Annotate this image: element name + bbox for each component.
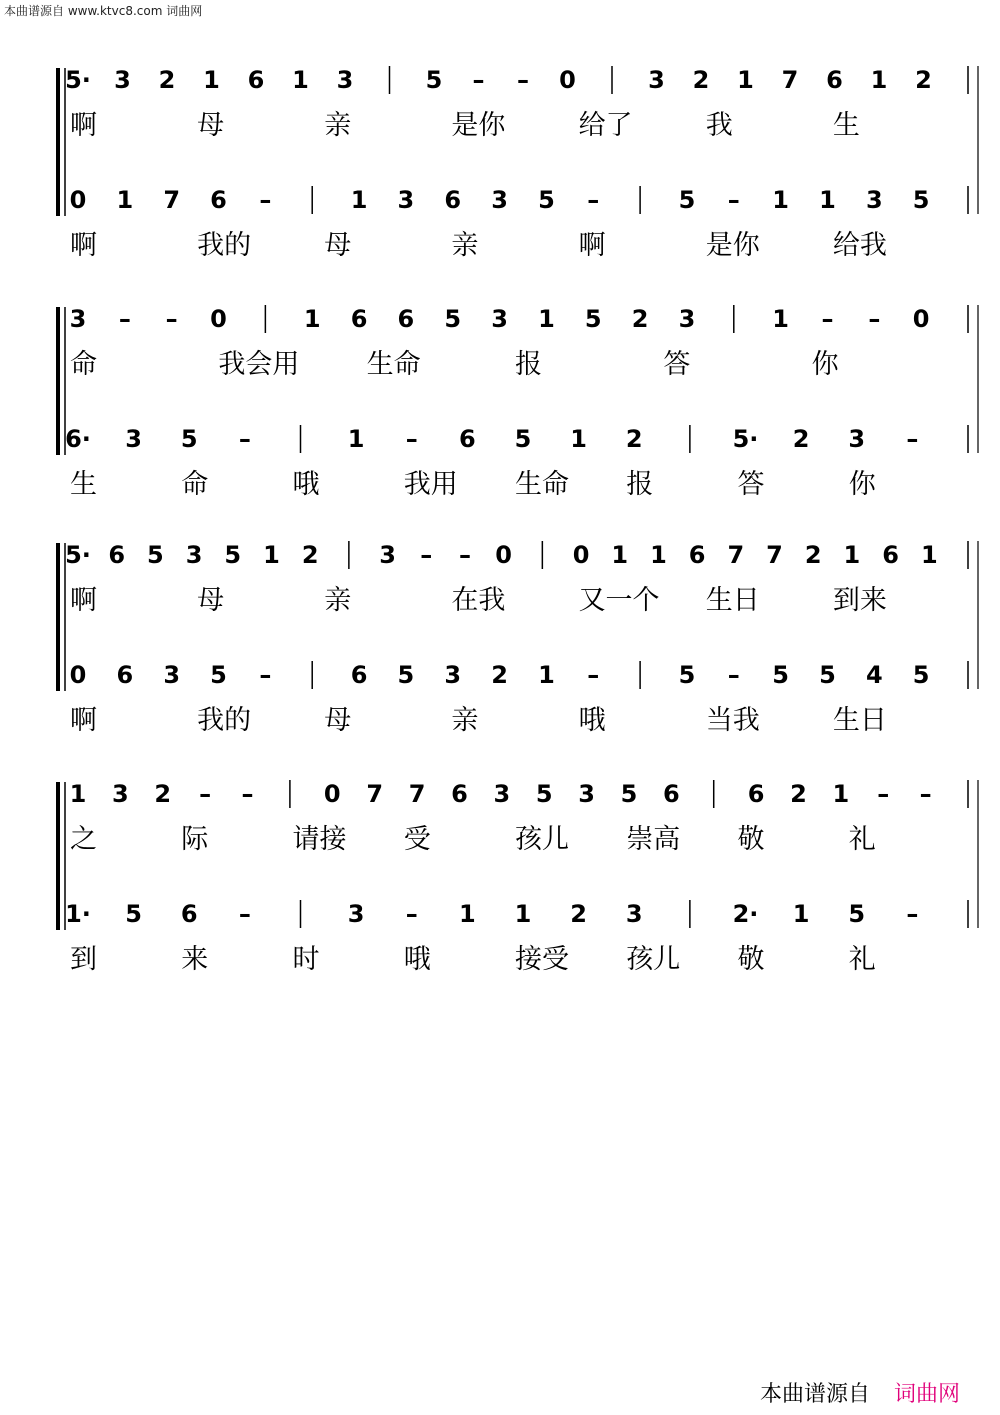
note: 1 [292,66,309,94]
note: 6 [826,66,843,94]
lyric: 到来 [832,585,887,616]
lyric: 是你 [705,230,760,261]
lyric: 时 [292,944,320,975]
note: 5 [538,186,555,214]
note: 3 [648,66,665,94]
lyric: 啊 [578,230,606,261]
note: 6 [688,541,706,569]
note: 3 [578,780,595,808]
note: 2 [790,780,807,808]
note: 3 [185,541,203,569]
note: 3 [379,541,396,569]
note: 1 [69,780,87,808]
note: 1 [538,661,555,689]
note: 6 [882,541,899,569]
note: 1 [263,541,280,569]
note: 6· [65,425,91,453]
note: 1 [538,305,555,333]
dash-hold: – [238,900,251,928]
lyric: 当我 [705,705,760,736]
dash-hold: – [727,186,740,214]
note: 2· [732,900,759,928]
lyric: 之 [70,824,97,855]
note: 1 [843,541,861,569]
lyric: 敬 [737,944,765,975]
lyric: 生 [70,469,97,500]
note: 2 [625,425,643,453]
note: 1 [650,541,667,569]
note: 1 [570,425,587,453]
dash-hold: – [458,541,471,569]
note: 6 [747,780,765,808]
note: 6 [247,66,265,94]
note: 1 [459,900,476,928]
lyric: 我的 [197,230,252,261]
dash-hold: – [587,661,600,689]
note: 0 [495,541,513,569]
note: 1 [303,305,321,333]
lyric: 报 [626,469,654,500]
note: 0 [572,541,590,569]
note: 1 [870,66,888,94]
dash-hold: – [727,661,740,689]
lyric: 生 [832,110,860,141]
note: 7 [766,541,783,569]
lyric: 啊 [70,110,97,141]
note: 3 [493,780,511,808]
lyric: 亲 [324,585,352,616]
note: 5 [397,661,415,689]
note: 2 [154,780,172,808]
lyric: 礼 [848,824,876,855]
note: 5 [147,541,164,569]
note: 3 [444,661,462,689]
note: 5· [732,425,759,453]
lyric: 给我 [832,230,887,261]
lyric: 哦 [403,944,431,975]
dash-hold: – [877,780,890,808]
dash-hold: – [868,305,881,333]
note: 6 [451,780,468,808]
note: 5 [180,425,198,453]
dash-hold: – [259,661,272,689]
note: 6 [350,661,368,689]
source-footer [760,1377,960,1408]
note: 5 [620,780,638,808]
lyric: 我会用 [218,349,300,380]
note: 2 [301,541,319,569]
note: 1 [611,541,629,569]
lyric: 我用 [403,469,458,500]
note: 3 [114,66,131,94]
note: 5 [210,661,227,689]
note: 5 [425,66,443,94]
dash-hold: – [919,780,932,808]
note: 3 [163,661,181,689]
note: 3 [848,425,866,453]
note: 5 [678,661,696,689]
lyric: 接受 [515,944,569,975]
note: 6 [116,661,134,689]
lyric: 母 [324,230,352,261]
note: 6 [397,305,415,333]
lyric: 是你 [451,110,506,141]
note: 3 [336,66,354,94]
note: 3 [69,305,87,333]
note: 6 [210,186,227,214]
footer-source-text: 本曲谱源自 [760,1382,871,1407]
note: 3 [125,425,142,453]
note: 5 [848,900,866,928]
note: 3 [347,900,365,928]
lyric: 又一个 [578,585,660,616]
note: 6 [459,425,476,453]
lyric: 啊 [70,705,97,736]
dash-hold: – [238,425,251,453]
dash-hold: – [199,780,212,808]
note: 5 [224,541,242,569]
lyric: 生日 [705,585,760,616]
dash-hold: – [405,425,418,453]
lyric: 亲 [451,705,479,736]
lyric: 生命 [515,469,569,500]
note: 6 [108,541,126,569]
note: 1 [350,186,368,214]
note: 1· [65,900,91,928]
note: 1 [772,305,789,333]
lyric: 敬 [737,824,765,855]
note: 1 [203,66,220,94]
lyric: 际 [181,824,209,855]
note: 2 [631,305,649,333]
lyric: 母 [197,110,225,141]
dash-hold: – [906,425,919,453]
lyric: 啊 [70,585,97,616]
note: 0 [323,780,341,808]
lyric: 崇高 [626,824,681,855]
note: 6 [350,305,368,333]
lyric: 请接 [292,824,347,855]
note: 7 [781,66,799,94]
note: 2 [792,425,810,453]
lyric: 在我 [451,585,506,616]
note: 1 [819,186,836,214]
note: 0 [69,186,87,214]
source-header: 本曲谱源自 www.ktvc8.com 词曲网 [4,4,203,18]
note: 3 [112,780,129,808]
note: 1 [514,900,532,928]
note: 0 [559,66,576,94]
note: 0 [69,661,87,689]
note: 2 [570,900,587,928]
note: 3 [865,186,883,214]
dash-hold: – [165,305,178,333]
note: 1 [772,186,789,214]
note: 7 [727,541,745,569]
note: 6 [444,186,462,214]
note: 5 [444,305,462,333]
lyric: 亲 [324,110,352,141]
note: 5 [514,425,532,453]
lyric: 到 [70,944,97,975]
note: 2 [915,66,932,94]
dash-hold: – [906,900,919,928]
note: 2 [692,66,710,94]
note: 5 [819,661,836,689]
lyric: 生命 [366,349,421,380]
note: 7 [163,186,181,214]
dash-hold: – [241,780,254,808]
note: 3 [397,186,415,214]
lyric: 孩儿 [626,944,681,975]
lyric: 母 [197,585,225,616]
lyric: 报 [515,349,542,380]
note: 6 [180,900,198,928]
dash-hold: – [405,900,418,928]
lyric: 命 [70,349,97,380]
lyric: 答 [663,349,691,380]
note: 2 [804,541,822,569]
lyric: 哦 [578,705,606,736]
footer-site-name: 词曲网 [894,1382,961,1407]
note: 7 [366,780,384,808]
lyric: 我的 [197,705,252,736]
note: 2 [158,66,176,94]
note: 5 [678,186,696,214]
note: 3 [625,900,643,928]
dash-hold: – [587,186,600,214]
lyric: 孩儿 [515,824,569,855]
note: 0 [210,305,227,333]
note: 5 [535,780,553,808]
note: 0 [912,305,930,333]
note: 3 [491,305,508,333]
lyric: 你 [848,469,876,500]
dash-hold: – [472,66,485,94]
note: 1 [737,66,754,94]
note: 1 [116,186,134,214]
dash-hold: – [821,305,834,333]
dash-hold: – [118,305,131,333]
lyric: 你 [811,349,839,380]
note: 4 [865,661,883,689]
dash-hold: – [517,66,529,94]
lyric: 啊 [70,230,97,261]
note: 3 [678,305,696,333]
note: 2 [491,661,508,689]
note: 5 [584,305,602,333]
lyric: 哦 [292,469,320,500]
lyric: 答 [737,469,765,500]
lyric: 受 [403,824,431,855]
lyric: 亲 [451,230,479,261]
lyric: 我 [705,110,733,141]
note: 5· [65,66,91,94]
note: 1 [920,541,938,569]
note: 5· [65,541,91,569]
note: 5 [912,186,930,214]
note: 5 [912,661,930,689]
note: 7 [408,780,426,808]
lyric: 给了 [578,110,633,141]
note: 3 [491,186,508,214]
dash-hold: – [420,541,433,569]
note: 1 [792,900,810,928]
lyric: 礼 [848,944,876,975]
note: 5 [772,661,789,689]
note: 1 [347,425,365,453]
lyric: 命 [181,469,209,500]
note: 6 [662,780,680,808]
lyric: 来 [181,944,209,975]
note: 1 [832,780,850,808]
lyric: 母 [324,705,352,736]
dash-hold: – [259,186,272,214]
lyric: 生日 [832,705,887,736]
note: 5 [125,900,142,928]
